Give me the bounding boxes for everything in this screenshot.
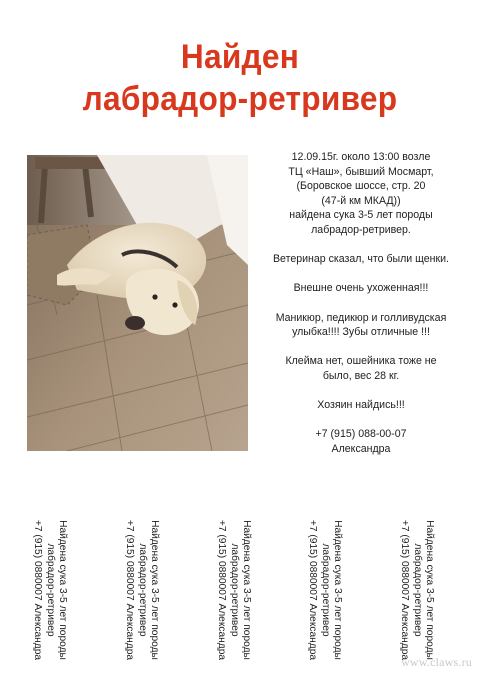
- paragraph-groomed: Внешне очень ухоженная!!!: [293, 282, 429, 295]
- tear-off-tab[interactable]: [305, 515, 343, 665]
- tab-line-2: лабрадор-ретривер: [44, 543, 56, 637]
- tear-off-tab[interactable]: [122, 515, 160, 665]
- title-line-2: лабрадор-ретривер: [82, 80, 398, 118]
- tab-line-2: лабрадор-ретривер: [136, 543, 148, 637]
- paragraph-vet: Ветеринар сказал, что были щенки.: [272, 253, 450, 266]
- dog-photo-illustration: [27, 155, 248, 451]
- tear-off-tab[interactable]: [30, 515, 68, 665]
- tab-line-2: лабрадор-ретривер: [411, 543, 423, 637]
- watermark: www.claws.ru: [401, 655, 472, 669]
- tear-off-tab[interactable]: [214, 515, 252, 665]
- tab-line-3: +7 (915) 0880007 Александра: [307, 519, 319, 661]
- tab-line-1: Найдена сука 3-5 лет породы: [424, 520, 435, 660]
- tear-off-tab[interactable]: [397, 515, 435, 665]
- paragraph-owner-call: Хозяин найдись!!!: [317, 399, 405, 412]
- tab-line-3: +7 (915) 0880007 Александра: [216, 519, 228, 661]
- tear-off-tabs: [0, 515, 480, 667]
- tab-line-3: +7 (915) 0880007 Александра: [124, 519, 136, 661]
- tab-line-1: Найдена сука 3-5 лет породы: [57, 520, 68, 660]
- dog-photo: [27, 155, 248, 451]
- tab-line-3: +7 (915) 0880007 Александра: [32, 519, 44, 661]
- paragraph-manicure: Маникюр, педикюр и голливудская улыбка!!!! Зубы отличные !!!: [275, 311, 447, 339]
- tab-line-1: Найдена сука 3-5 лет породы: [332, 520, 343, 660]
- page-title: [17, 36, 463, 120]
- tab-line-2: лабрадор-ретривер: [319, 543, 331, 637]
- announcement-text: [263, 150, 459, 471]
- paragraph-found-details: 12.09.15г. около 13:00 возле ТЦ «Наш», бывший Мосмарт, (Боровское шоссе, стр. 20 (47-й км МКАД)) найдена сука 3-5 лет породы лабрадор-ретривер.: [288, 151, 434, 236]
- tab-line-2: лабрадор-ретривер: [228, 543, 240, 637]
- tab-line-1: Найдена сука 3-5 лет породы: [149, 520, 160, 660]
- paragraph-no-brand: Клейма нет, ошейника тоже не было, вес 28 кг.: [285, 355, 437, 382]
- paragraph-contact: +7 (915) 088-00-07 Александра: [315, 428, 407, 455]
- tab-line-1: Найдена сука 3-5 лет породы: [241, 520, 252, 660]
- title-line-1: Найден: [180, 38, 300, 76]
- tab-line-3: +7 (915) 0880007 Александра: [399, 519, 411, 661]
